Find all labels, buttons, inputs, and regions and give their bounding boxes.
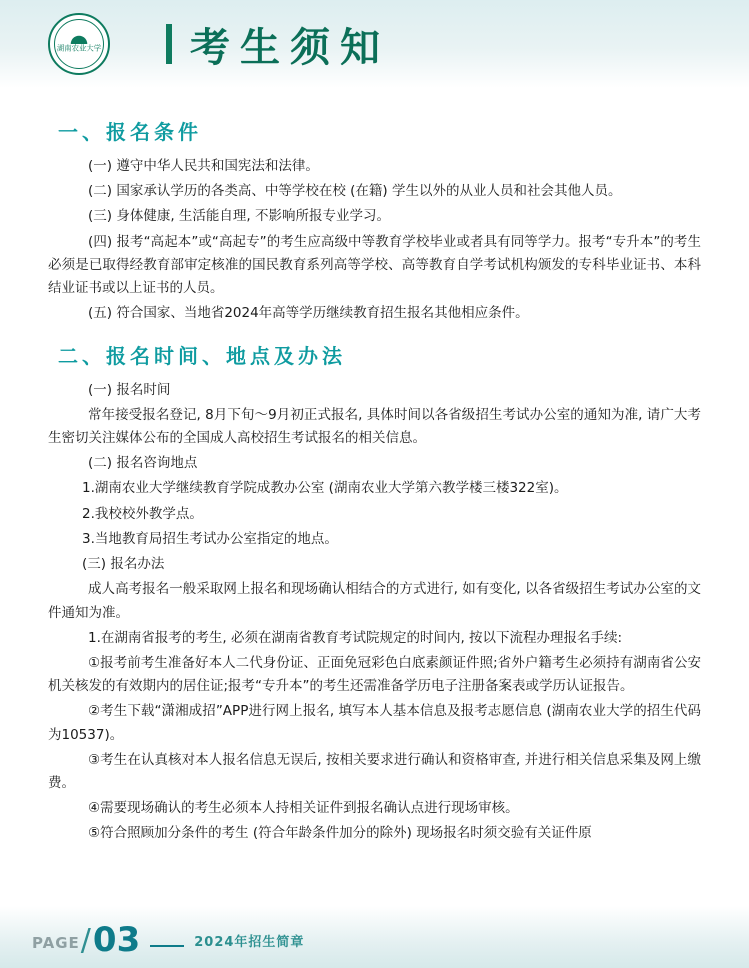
section-heading-2: 二、报名时间、地点及办法 <box>58 343 346 368</box>
section-heading-1: 一、报名条件 <box>58 120 202 144</box>
paragraph: 3.当地教育局招生考试办公室指定的地点。 <box>82 530 338 547</box>
paragraph: ①报考前考生准备好本人二代身份证、正面免冠彩色白底素颜证件照;省外户籍考生必须持有湖南省公安机关核发的有效期内的居住证;报考“专升本”的考生还需准备学历电子注册备案表或学历认证报告。 <box>48 654 701 695</box>
footer-page-label: PAGE <box>32 934 80 952</box>
emblem-inner <box>57 36 101 53</box>
footer-divider <box>150 945 184 947</box>
page-header <box>0 0 749 88</box>
paragraph: (三) 身体健康, 生活能自理, 不影响所报专业学习。 <box>88 208 390 225</box>
title-accent-bar <box>166 24 172 64</box>
paragraph: 1.在湖南省报考的考生, 必须在湖南省教育考试院规定的时间内, 按以下流程办理报名手续: <box>88 629 623 646</box>
paragraph: ②考生下载“潇湘成招”APP进行网上报名, 填写本人基本信息及报考志愿信息 (湖南农业大学的招生代码为10537)。 <box>48 703 701 743</box>
paragraph: (五) 符合国家、当地省2024年高等学历继续教育招生报名其他相应条件。 <box>88 305 529 322</box>
footer-inner <box>0 906 749 968</box>
footer-slash: / <box>80 923 91 958</box>
university-emblem-icon <box>48 13 110 75</box>
paragraph: (四) 报考“高起本”或“高起专”的考生应高级中等教育学校毕业或者具有同等学力。报考“专升本”的考生必须是已取得经教育部审定核准的国民教育系列高等学校、高等教育自学考试机构颁发的专科毕业证书、本科结业证书或以上证书的人员。 <box>48 233 701 297</box>
page-footer <box>0 906 749 968</box>
paragraph: (三) 报名办法 <box>82 556 165 573</box>
paragraph: 1.湖南农业大学继续教育学院成教办公室 (湖南农业大学第六教学楼三楼322室)。 <box>82 480 568 497</box>
emblem-label: 湖南农业大学 <box>56 43 102 53</box>
document-body <box>0 88 749 846</box>
paragraph: (二) 国家承认学历的各类高、中等学校在校 (在籍) 学生以外的从业人员和社会其他人员。 <box>88 183 622 200</box>
paragraph: ③考生在认真核对本人报名信息无误后, 按相关要求进行确认和资格审查, 并进行相关信息采集及网上缴费。 <box>48 751 701 792</box>
paragraph: 2.我校校外教学点。 <box>82 505 203 522</box>
paragraph: ④需要现场确认的考生必须本人持相关证件到报名确认点进行现场审核。 <box>88 800 519 817</box>
emblem-sun-shape <box>71 36 88 44</box>
page-title: 考生须知 <box>190 23 390 71</box>
paragraph: (二) 报名咨询地点 <box>88 455 198 472</box>
paragraph: 常年接受报名登记, 8月下旬～9月初正式报名, 具体时间以各省级招生考试办公室的通知为准, 请广大考生密切关注媒体公布的全国成人高校招生考试报名的相关信息。 <box>48 406 701 446</box>
paragraph: (一) 遵守中华人民共和国宪法和法律。 <box>88 158 319 174</box>
footer-subtitle: 2024年招生简章 <box>194 935 305 950</box>
paragraph: 成人高考报名一般采取网上报名和现场确认相结合的方式进行, 如有变化, 以各省级招生考试办公室的文件通知为准。 <box>48 581 701 621</box>
footer-page-number: 03 <box>92 919 141 960</box>
header-inner <box>0 0 749 88</box>
paragraph: ⑤符合照顾加分条件的考生 (符合年龄条件加分的除外) 现场报名时须交验有关证件原 <box>88 825 592 842</box>
paragraph: (一) 报名时间 <box>88 381 171 398</box>
